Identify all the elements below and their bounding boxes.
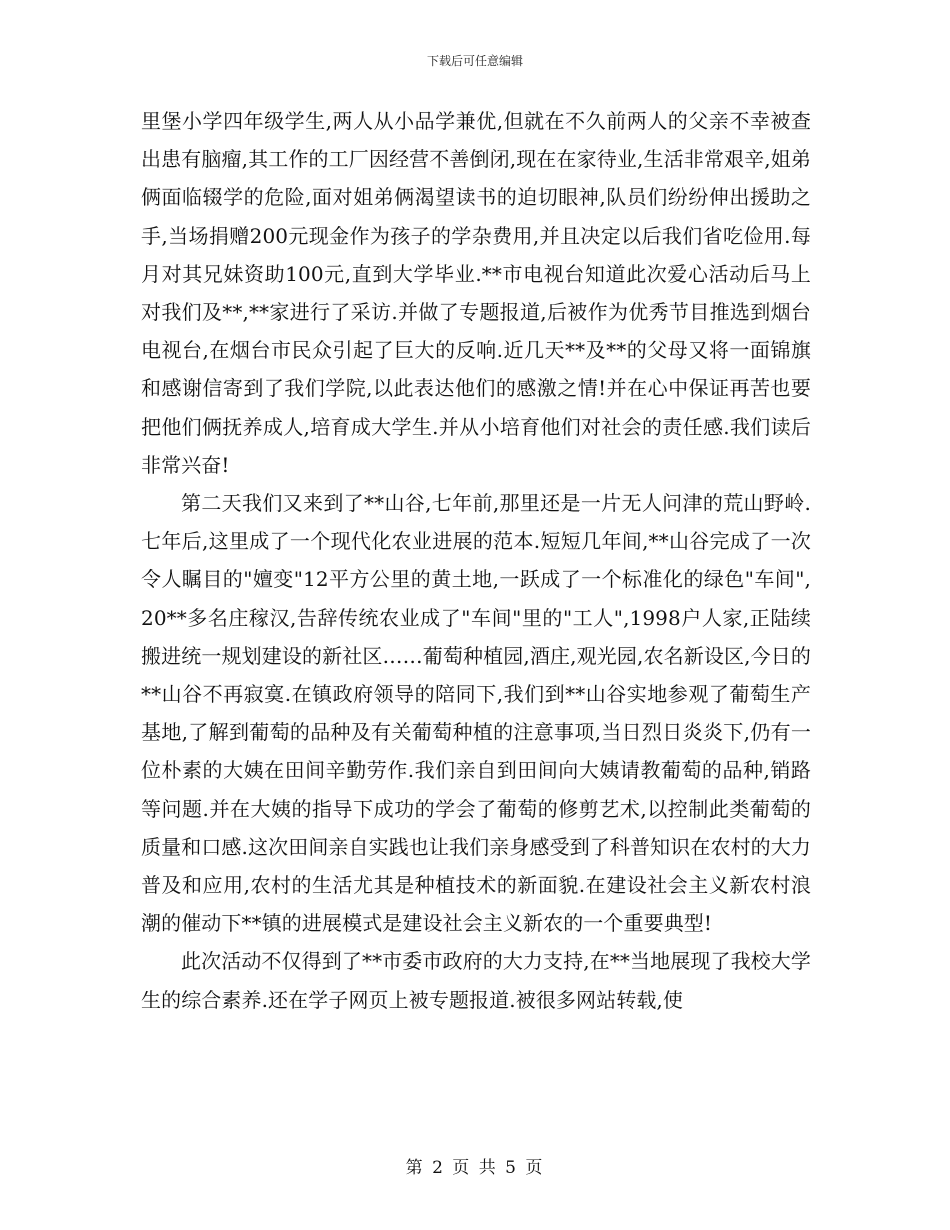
paragraph-1: 里堡小学四年级学生,两人从小品学兼优,但就在不久前两人的父亲不幸被查出患有脑瘤,其工作的工厂因经营不善倒闭,现在在家待业,生活非常艰辛,姐弟俩面临辍学的危险,面对姐弟俩渴望读书的迫切眼神,队员们纷纷伸出援助之手,当场捐赠200元现金作为孩子的学杂费用,并且决定以后我们省吃俭用.每月对其兄妹资助100元,直到大学毕业.**市电视台知道此次爱心活动后马上对我们及**,**家进行了采访.并做了专题报道,后被作为优秀节目推选到烟台电视台,在烟台市民众引起了巨大的反响.近几天**及**的父母又将一面锦旗和感谢信寄到了我们学院,以此表达他们的感激之情!并在心中保证再苦也要把他们俩抚养成人,培育成大学生.并从小培育他们对社会的责任感.我们读后非常兴奋! [141, 109, 811, 477]
paragraph-2: 第二天我们又来到了**山谷,七年前,那里还是一片无人问津的荒山野岭.七年后,这里成了一个现代化农业进展的范本.短短几年间,**山谷完成了一次令人瞩目的"嬗变"12平方公里的黄土地,一跃成了一个标准化的绿色"车间",20**多名庄稼汉,告辞传统农业成了"车间"里的"工人",1998户人家,正陆续搬进统一规划建设的新社区……葡萄种植园,酒庄,观光园,农名新设区,今日的**山谷不再寂寞.在镇政府领导的陪同下,我们到**山谷实地参观了葡萄生产基地,了解到葡萄的品种及有关葡萄种植的注意事项,当日烈日炎炎下,仍有一位朴素的大姨在田间辛勤劳作.我们亲自到田间向大姨请教葡萄的品种,销路等问题.并在大姨的指导下成功的学会了葡萄的修剪艺术,以控制此类葡萄的质量和口感.这次田间亲自实践也让我们亲身感受到了科普知识在农村的大力普及和应用,农村的生活尤其是种植技术的新面貌.在建设社会主义新农村浪潮的催动下**镇的进展模式是建设社会主义新农的一个重要典型! [141, 491, 811, 936]
page-header-note: 下载后可任意编辑 [426, 54, 523, 68]
page-number-footer: 第 2 页 共 5 页 [405, 1158, 545, 1178]
paragraph-3: 此次活动不仅得到了**市委市政府的大力支持,在**当地展现了我校大学生的综合素养.还在学子网页上被专题报道.被很多网站转载,使 [141, 949, 811, 1012]
document-body [141, 102, 811, 1019]
